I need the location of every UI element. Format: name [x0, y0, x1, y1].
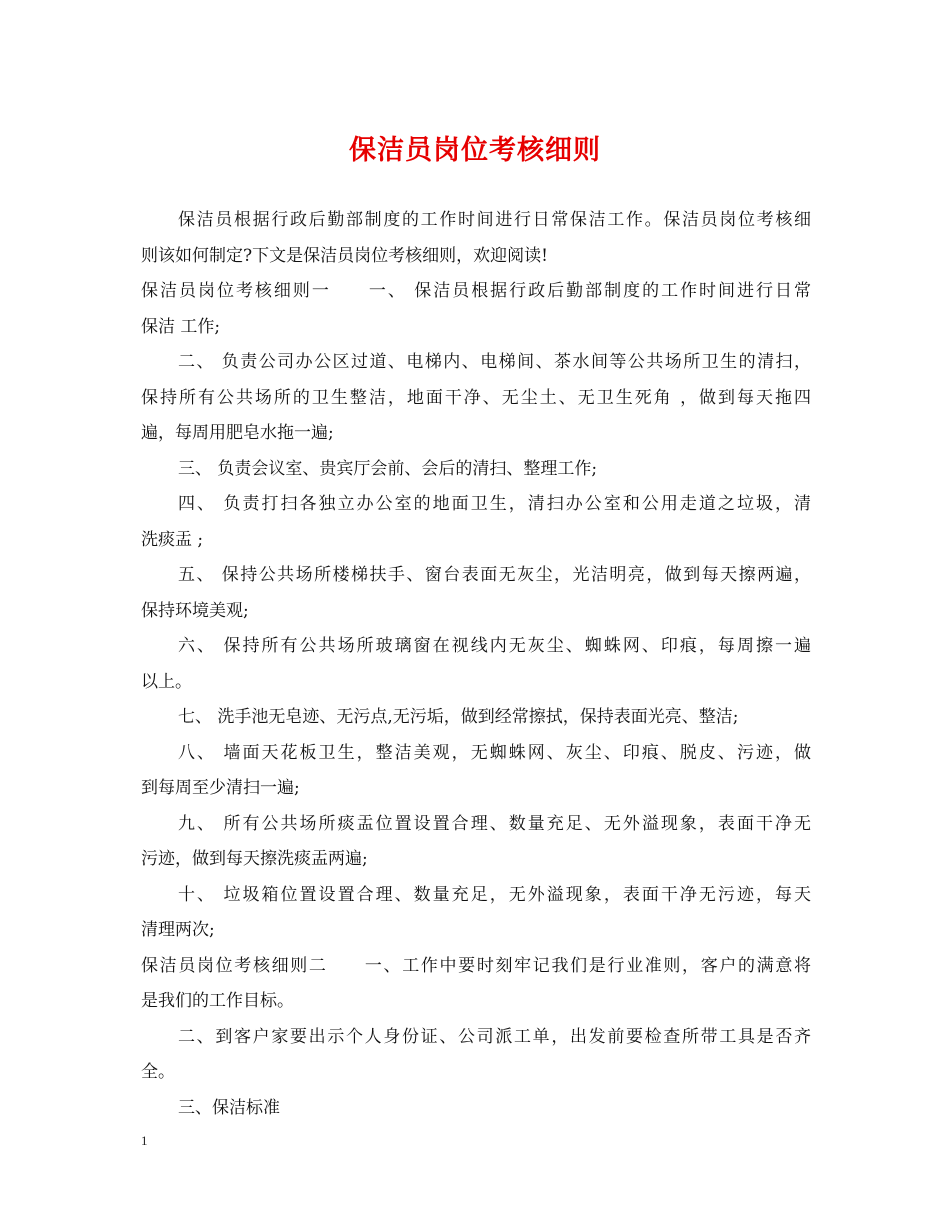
text-line: 是我们的工作目标。: [141, 991, 294, 1011]
text-line: 八、 墙面天花板卫生，整洁美观，无蜘蛛网、灰尘、印痕、脱皮、污迹，做: [178, 742, 811, 763]
text-line: 保洁 工作;: [141, 316, 221, 337]
document-body: [141, 203, 811, 1126]
text-line: 保持环境美观;: [141, 600, 249, 621]
text-line: 保洁员岗位考核细则二 一、工作中要时刻牢记我们是行业准则，客户的满意将: [141, 955, 811, 976]
text-line: 三、 负责会议室、贵宾厅会前、会后的清扫、整理工作;: [178, 458, 598, 479]
text-line: 十、 垃圾箱位置设置合理、数量充足，无外溢现象，表面干净无污迹，每天: [178, 884, 811, 905]
text-line: 遍，每周用肥皂水拖一遍;: [141, 423, 334, 443]
text-line: 到每周至少清扫一遍;: [141, 778, 300, 798]
text-line: 三、保洁标准: [178, 1097, 280, 1118]
text-line: 洗痰盂 ;: [141, 529, 204, 550]
text-line: 保洁员根据行政后勤部制度的工作时间进行日常保洁工作。保洁员岗位考核细: [178, 210, 811, 230]
text-line: 以上。: [141, 671, 192, 692]
text-line: 全。: [141, 1062, 175, 1082]
page-number: 1: [141, 1133, 148, 1148]
text-line: 保洁员岗位考核细则一 一、 保洁员根据行政后勤部制度的工作时间进行日常: [141, 281, 811, 301]
text-line: 九、 所有公共场所痰盂位置设置合理、数量充足、无外溢现象，表面干净无: [178, 813, 811, 834]
text-line: 清理两次;: [141, 920, 215, 940]
text-line: 五、 保持公共场所楼梯扶手、窗台表面无灰尘，光洁明亮，做到每天擦两遍，: [178, 565, 811, 585]
text-line: 二、 负责公司办公区过道、电梯内、电梯间、茶水间等公共场所卫生的清扫，: [178, 352, 811, 372]
text-line: 污迹，做到每天擦洗痰盂两遍;: [141, 849, 368, 869]
text-line: 则该如何制定?下文是保洁员岗位考核细则，欢迎阅读!: [141, 245, 548, 266]
text-line: 二、到客户家要出示个人身份证、公司派工单，出发前要检查所带工具是否齐: [178, 1026, 811, 1047]
text-line: 四、 负责打扫各独立办公室的地面卫生，清扫办公室和公用走道之垃圾，清: [178, 494, 811, 514]
text-line: 保持所有公共场所的卫生整洁，地面干净、无尘土、无卫生死角 ，做到每天拖四: [141, 387, 811, 408]
text-line: 六、 保持所有公共场所玻璃窗在视线内无灰尘、蜘蛛网、印痕，每周擦一遍: [178, 636, 811, 656]
text-line: 七、 洗手池无皂迹、无污点,无污垢，做到经常擦拭，保持表面光亮、整洁;: [178, 707, 739, 727]
document-title: 保洁员岗位考核细则: [349, 135, 601, 166]
